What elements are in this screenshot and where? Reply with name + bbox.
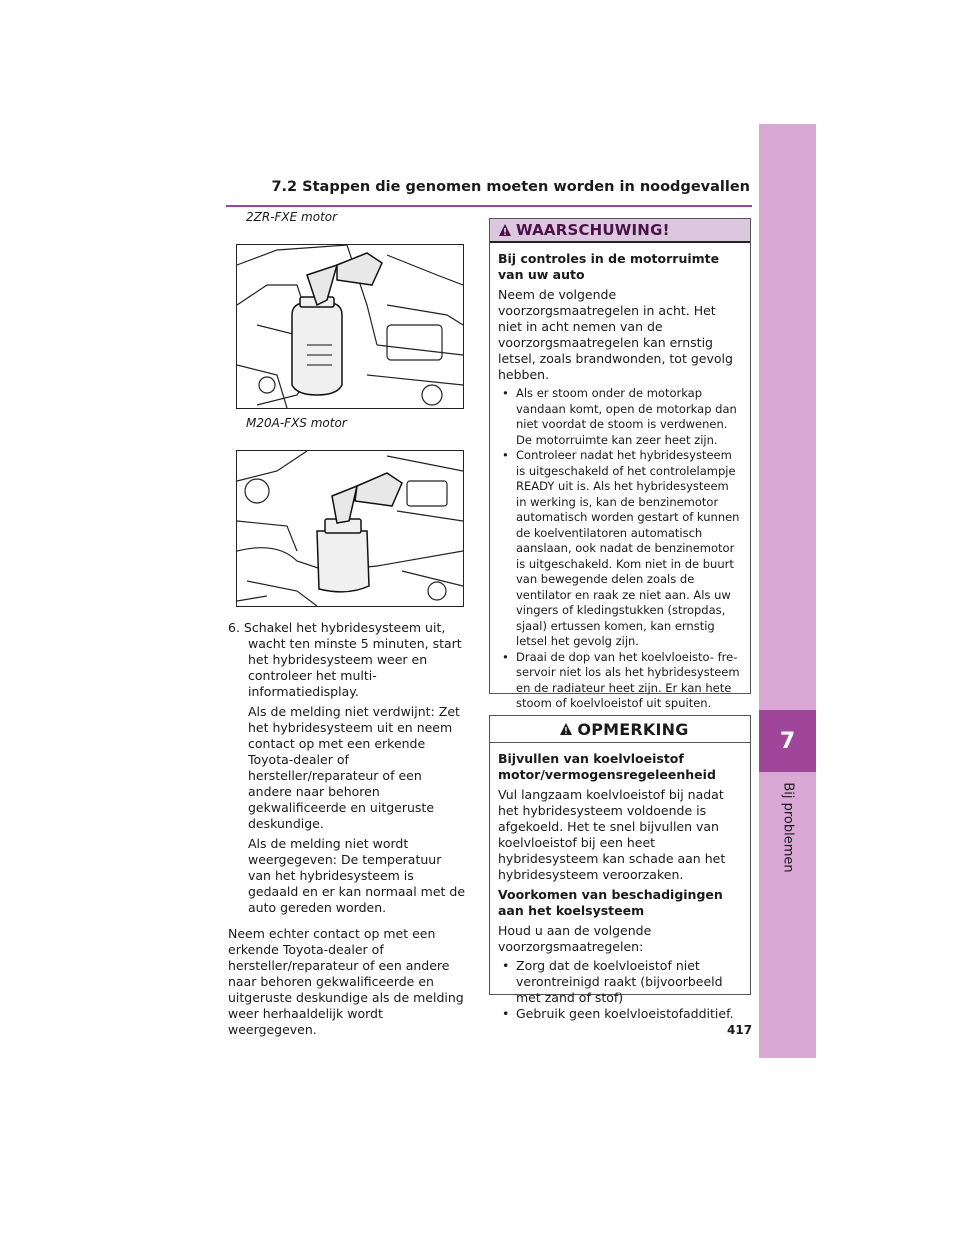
note-subhead-1: Bijvullen van koelvloeistof motor/vermogensregeleenheid (498, 751, 716, 782)
note-para-1: Vul langzaam koelvloeistof bij nadat het hybridesysteem voldoende is afgekoeld. Het te snel bijvullen van koelvloeistof bij een heet hybridesysteem kan schade aan het hybridesysteem veroorzaken. (498, 787, 726, 882)
engine-drawing-2 (237, 451, 463, 606)
warning-triangle-icon (498, 223, 512, 237)
note-header (490, 716, 750, 743)
caution-triangle-icon (559, 722, 573, 736)
chapter-number-block (759, 710, 816, 772)
warning-title: WAARSCHUWING! (516, 221, 670, 239)
warning-bullet: • Als er stoom onder de motorkap vandaan komt, open de motorkap dan niet voordat de stoom is verdwenen. De motorruimte kan zeer heet zijn. (498, 386, 742, 448)
closing-paragraph: Neem echter contact op met een erkende Toyota-dealer of hersteller/reparateur of een andere naar behoren gekwalificeerde en uitgeruste deskundige als de melding weer herhaaldelijk wordt weergegeven. (228, 926, 464, 1037)
page-header (226, 179, 752, 207)
engine-illustration-1 (236, 244, 464, 409)
note-bullet: • Gebruik geen koelvloeistofadditief. (498, 1006, 742, 1022)
warning-body (490, 243, 750, 718)
note-subhead-2: Voorkomen van beschadigingen aan het koelsysteem (498, 887, 723, 918)
step-6-text: 6. Schakel het hybridesysteem uit, wacht ten minste 5 minuten, start het hybridesysteem weer en controleer het multi-informatiedisplay. (228, 620, 462, 699)
note-box (489, 715, 751, 1021)
figure-caption-1: 2ZR-FXE motor (246, 210, 338, 224)
warning-bullet-list (498, 386, 742, 712)
step-6-para-2: Als de melding niet verdwijnt: Zet het hybridesysteem uit en neem contact op met een erkende Toyota-dealer of hersteller/reparateur of een andere naar behoren gekwalificeerde en uitgeruste deskundige. (248, 704, 460, 831)
engine-drawing-1 (237, 245, 463, 408)
warning-subhead: Bij controles in de motorruimte van uw auto (498, 251, 720, 282)
page-number: 417 (727, 1023, 753, 1037)
warning-header (490, 219, 750, 243)
chapter-side-tab (759, 124, 816, 1058)
left-column (228, 620, 466, 1038)
chapter-label-container (770, 782, 806, 872)
warning-bullet: • Controleer nadat het hybridesysteem is uitgeschakeld of het controlelampje READY uit is. Als het hybridesysteem in werking is, kan de benzinemotor automatisch worden gestart of kunnen de koelventilatoren automatisch aanslaan, ook nadat de benzinemotor is uitgeschakeld. Kom niet in de buurt van bewegende delen zoals de ventilator en raak ze niet aan. Als uw vingers of kledingstukken (stropdas, sjaal) ertussen komen, kan ernstig letsel het gevolg zijn. (498, 448, 742, 650)
note-title: OPMERKING (577, 719, 689, 739)
step-6-para-3: Als de melding niet wordt weergegeven: De temperatuur van het hybridesysteem is gedaald en er kan normaal met de auto gereden worden. (248, 836, 466, 915)
engine-illustration-2 (236, 450, 464, 607)
note-para-2: Houd u aan de volgende voorzorgsmaatregelen: (498, 923, 652, 954)
note-bullet: • Zorg dat de koelvloeistof niet verontreinigd raakt (bijvoorbeeld met zand of stof) (498, 958, 742, 1006)
note-bullet-list (498, 958, 742, 1022)
warning-bullet: • Draai de dop van het koelvloeisto- fre- servoir niet los als het hybridesysteem en de radiateur heet zijn. Er kan hete stoom of koelvloeistof uit spuiten. (498, 650, 742, 712)
warning-box (489, 218, 751, 710)
note-body (490, 743, 750, 1028)
warning-intro: Neem de volgende voorzorgsmaatregelen in acht. Het niet in acht nemen van de voorzorgsmaatregelen kan ernstig letsel, zoals brandwonden, tot gevolg hebben. (498, 287, 733, 382)
chapter-label: Bij problemen (780, 781, 796, 873)
chapter-number: 7 (779, 728, 796, 754)
figure-caption-2: M20A-FXS motor (246, 416, 347, 430)
section-title: 7.2 Stappen die genomen moeten worden in noodgevallen (271, 179, 750, 195)
